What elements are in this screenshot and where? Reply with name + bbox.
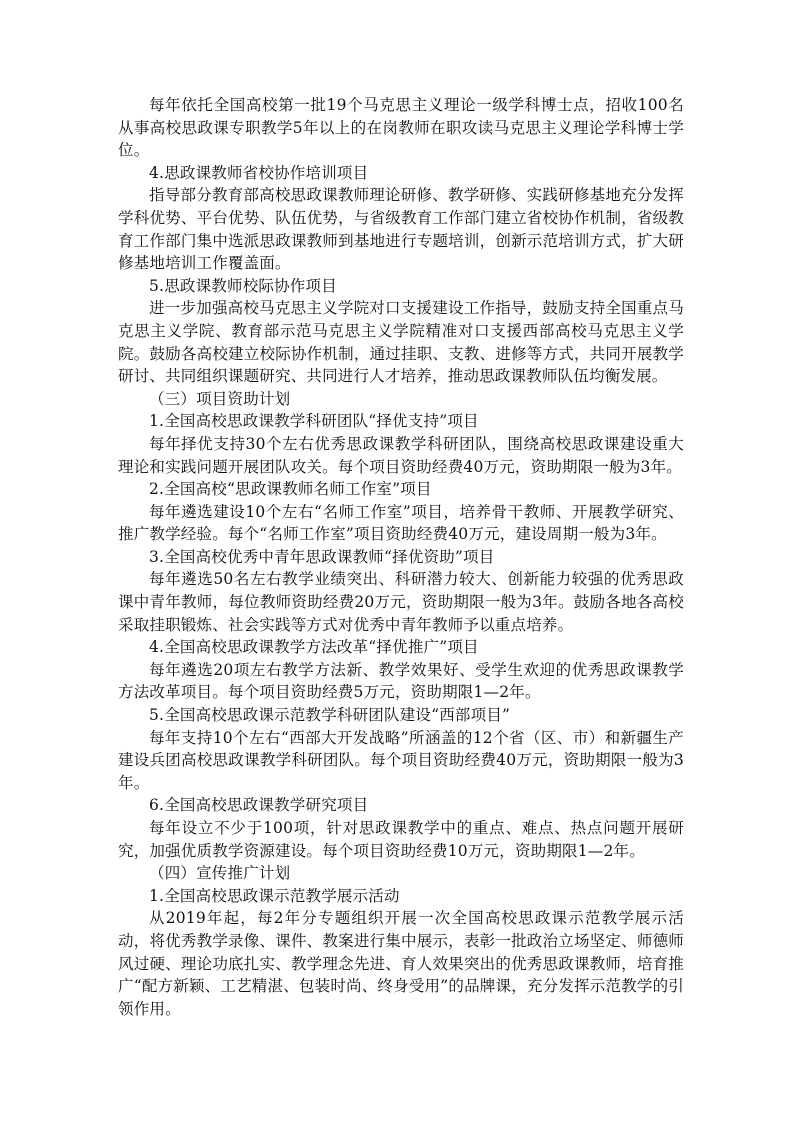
heading-young-teacher-funding: 3.全国高校优秀中青年思政课教师“择优资助”项目 xyxy=(149,547,495,566)
paragraph-teaching-method-reform: 每年遴选20项左右教学方法新、教学效果好、受学生欢迎的优秀思政课教学方法改革项目。每个项目资助经费5万元，资助期限1—2年。 xyxy=(118,660,684,702)
paragraph-province-school-training: 指导部分教育部高校思政课教师理论研修、教学研修、实践研修基地充分发挥学科优势、平台优势、队伍优势，与省级教育工作部门建立省校协作机制，省级教育工作部门集中选派思政课教师到基地进行专题培训，创新示范培训方式，扩大研修基地培训工作覆盖面。 xyxy=(118,186,684,273)
paragraph-teaching-research-project: 每年设立不少于100项，针对思政课教学中的重点、难点、热点问题开展研究，加强优质教学资源建设。每个项目资助经费10万元，资助期限1—2年。 xyxy=(118,819,684,860)
heading-demonstration-teaching: 1.全国高校思政课示范教学展示活动 xyxy=(149,886,400,905)
heading-western-project: 5.全国高校思政课示范教学科研团队建设“西部项目” xyxy=(149,706,511,725)
paragraph-inter-school-cooperation: 进一步加强高校马克思主义学院对口支援建设工作指导，鼓励支持全国重点马克思主义学院、教育部示范马克思主义学院精准对口支援西部高校马克思主义学院。鼓励各高校建立校际协作机制，通过挂职、支教、进修等方式，共同开展教学研讨、共同组织课题研究、共同进行人才培养，推动思政课教师队伍均衡发展。 xyxy=(118,299,684,386)
section-heading-promotion-plan: （四）宣传推广计划 xyxy=(149,864,291,883)
heading-research-team-support: 1.全国高校思政课教学科研团队“择优支持”项目 xyxy=(149,412,479,431)
heading-teaching-research-project: 6.全国高校思政课教学研究项目 xyxy=(149,796,369,815)
heading-master-teacher-studio: 2.全国高校“思政课教师名师工作室”项目 xyxy=(149,480,432,499)
heading-teaching-method-reform: 4.全国高校思政课教学方法改革“择优推广”项目 xyxy=(149,638,479,657)
paragraph-phd-enrollment: 每年依托全国高校第一批19个马克思主义理论一级学科博士点，招收100名从事高校思政课专职教学5年以上的在岗教师在职攻读马克思主义理论学科博士学位。 xyxy=(118,96,684,160)
document-body xyxy=(118,94,684,1020)
paragraph-master-teacher-studio: 每年遴选建设10个左右“名师工作室”项目，培养骨干教师、开展教学研究、推广教学经验。每个“名师工作室”项目资助经费40万元，建设周期一般为3年。 xyxy=(118,502,684,544)
paragraph-western-project: 每年支持10个左右“西部大开发战略”所涵盖的12个省（区、市）和新疆生产建设兵团高校思政课教学科研团队。每个项目资助经费40万元，资助期限一般为3年。 xyxy=(118,728,684,792)
heading-inter-school-cooperation: 5.思政课教师校际协作项目 xyxy=(149,276,337,295)
section-heading-funding-plan: （三）项目资助计划 xyxy=(149,389,291,408)
paragraph-research-team-support: 每年择优支持30个左右优秀思政课教学科研团队，围绕高校思政课建设重大理论和实践问题开展团队攻关。每个项目资助经费40万元，资助期限一般为3年。 xyxy=(118,434,684,476)
paragraph-young-teacher-funding: 每年遴选50名左右教学业绩突出、科研潜力较大、创新能力较强的优秀思政课中青年教师，每位教师资助经费20万元，资助期限一般为3年。鼓励各地各高校采取挂职锻炼、社会实践等方式对优秀中青年教师予以重点培养。 xyxy=(118,570,684,634)
heading-province-school-training: 4.思政课教师省校协作培训项目 xyxy=(149,163,369,182)
paragraph-demonstration-teaching: 从2019年起，每2年分专题组织开展一次全国高校思政课示范教学展示活动，将优秀教学录像、课件、教案进行集中展示，表彰一批政治立场坚定、师德师风过硬、理论功底扎实、教学理念先进、育人效果突出的优秀思政课教师，培育推广“配方新颖、工艺精湛、包装时尚、终身受用”的品牌课，充分发挥示范教学的引领作用。 xyxy=(118,909,684,1018)
